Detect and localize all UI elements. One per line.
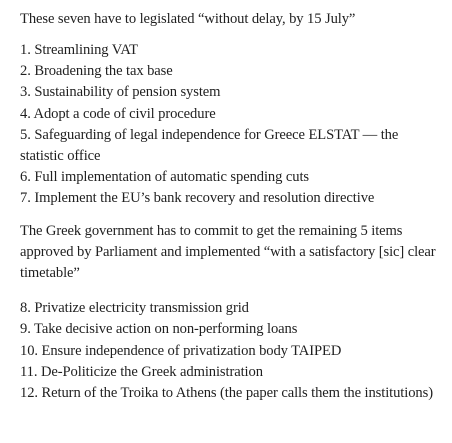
list-item bbox=[20, 341, 440, 362]
item-text: Adopt a code of civil procedure bbox=[33, 105, 216, 122]
item-text: Broadening the tax base bbox=[34, 63, 173, 80]
item-number: 12. bbox=[20, 385, 38, 402]
list-item bbox=[20, 188, 440, 209]
item-text: Safeguarding of legal independence for Greece ELSTAT — the statistic office bbox=[20, 126, 399, 165]
list-item bbox=[20, 362, 440, 383]
item-number: 1. bbox=[20, 42, 31, 58]
item-text: Return of the Troika to Athens (the paper calls them the institutions) bbox=[41, 385, 433, 402]
list-item bbox=[20, 40, 440, 61]
item-number: 3. bbox=[20, 84, 31, 101]
item-text: Implement the EU’s bank recovery and resolution directive bbox=[34, 190, 375, 207]
list-item bbox=[20, 125, 440, 167]
item-text: De-Politicize the Greek administration bbox=[40, 363, 263, 380]
list-item bbox=[20, 167, 440, 188]
item-text: Full implementation of automatic spending cuts bbox=[34, 169, 309, 186]
item-number: 10. bbox=[20, 342, 38, 359]
list-item bbox=[20, 104, 440, 125]
item-number: 11. bbox=[20, 363, 38, 380]
intro-text: These seven have to legislated “without delay, by 15 July” bbox=[20, 11, 356, 27]
item-number: 6. bbox=[20, 169, 31, 186]
item-text: Privatize electricity transmission grid bbox=[34, 300, 249, 317]
second-item-list bbox=[20, 298, 440, 404]
list-item bbox=[20, 82, 440, 103]
item-text: Sustainability of pension system bbox=[34, 84, 221, 101]
item-number: 4. bbox=[20, 105, 31, 122]
first-item-list bbox=[20, 40, 440, 210]
item-text: Ensure independence of privatization body TAIPED bbox=[41, 342, 342, 359]
list-item bbox=[20, 298, 440, 319]
list-item bbox=[20, 383, 440, 404]
commitment-paragraph: The Greek government has to commit to get the remaining 5 items approved by Parliament and implemented “with a satisfactory [sic] clear timetable” bbox=[20, 222, 436, 282]
item-text: Take decisive action on non-performing loans bbox=[34, 321, 298, 338]
item-text: Streamlining VAT bbox=[34, 42, 138, 58]
list-item bbox=[20, 319, 440, 340]
item-number: 9. bbox=[20, 321, 31, 338]
item-number: 8. bbox=[20, 300, 31, 317]
item-number: 2. bbox=[20, 63, 31, 80]
item-number: 7. bbox=[20, 190, 31, 207]
list-item bbox=[20, 61, 440, 82]
item-number: 5. bbox=[20, 126, 31, 143]
